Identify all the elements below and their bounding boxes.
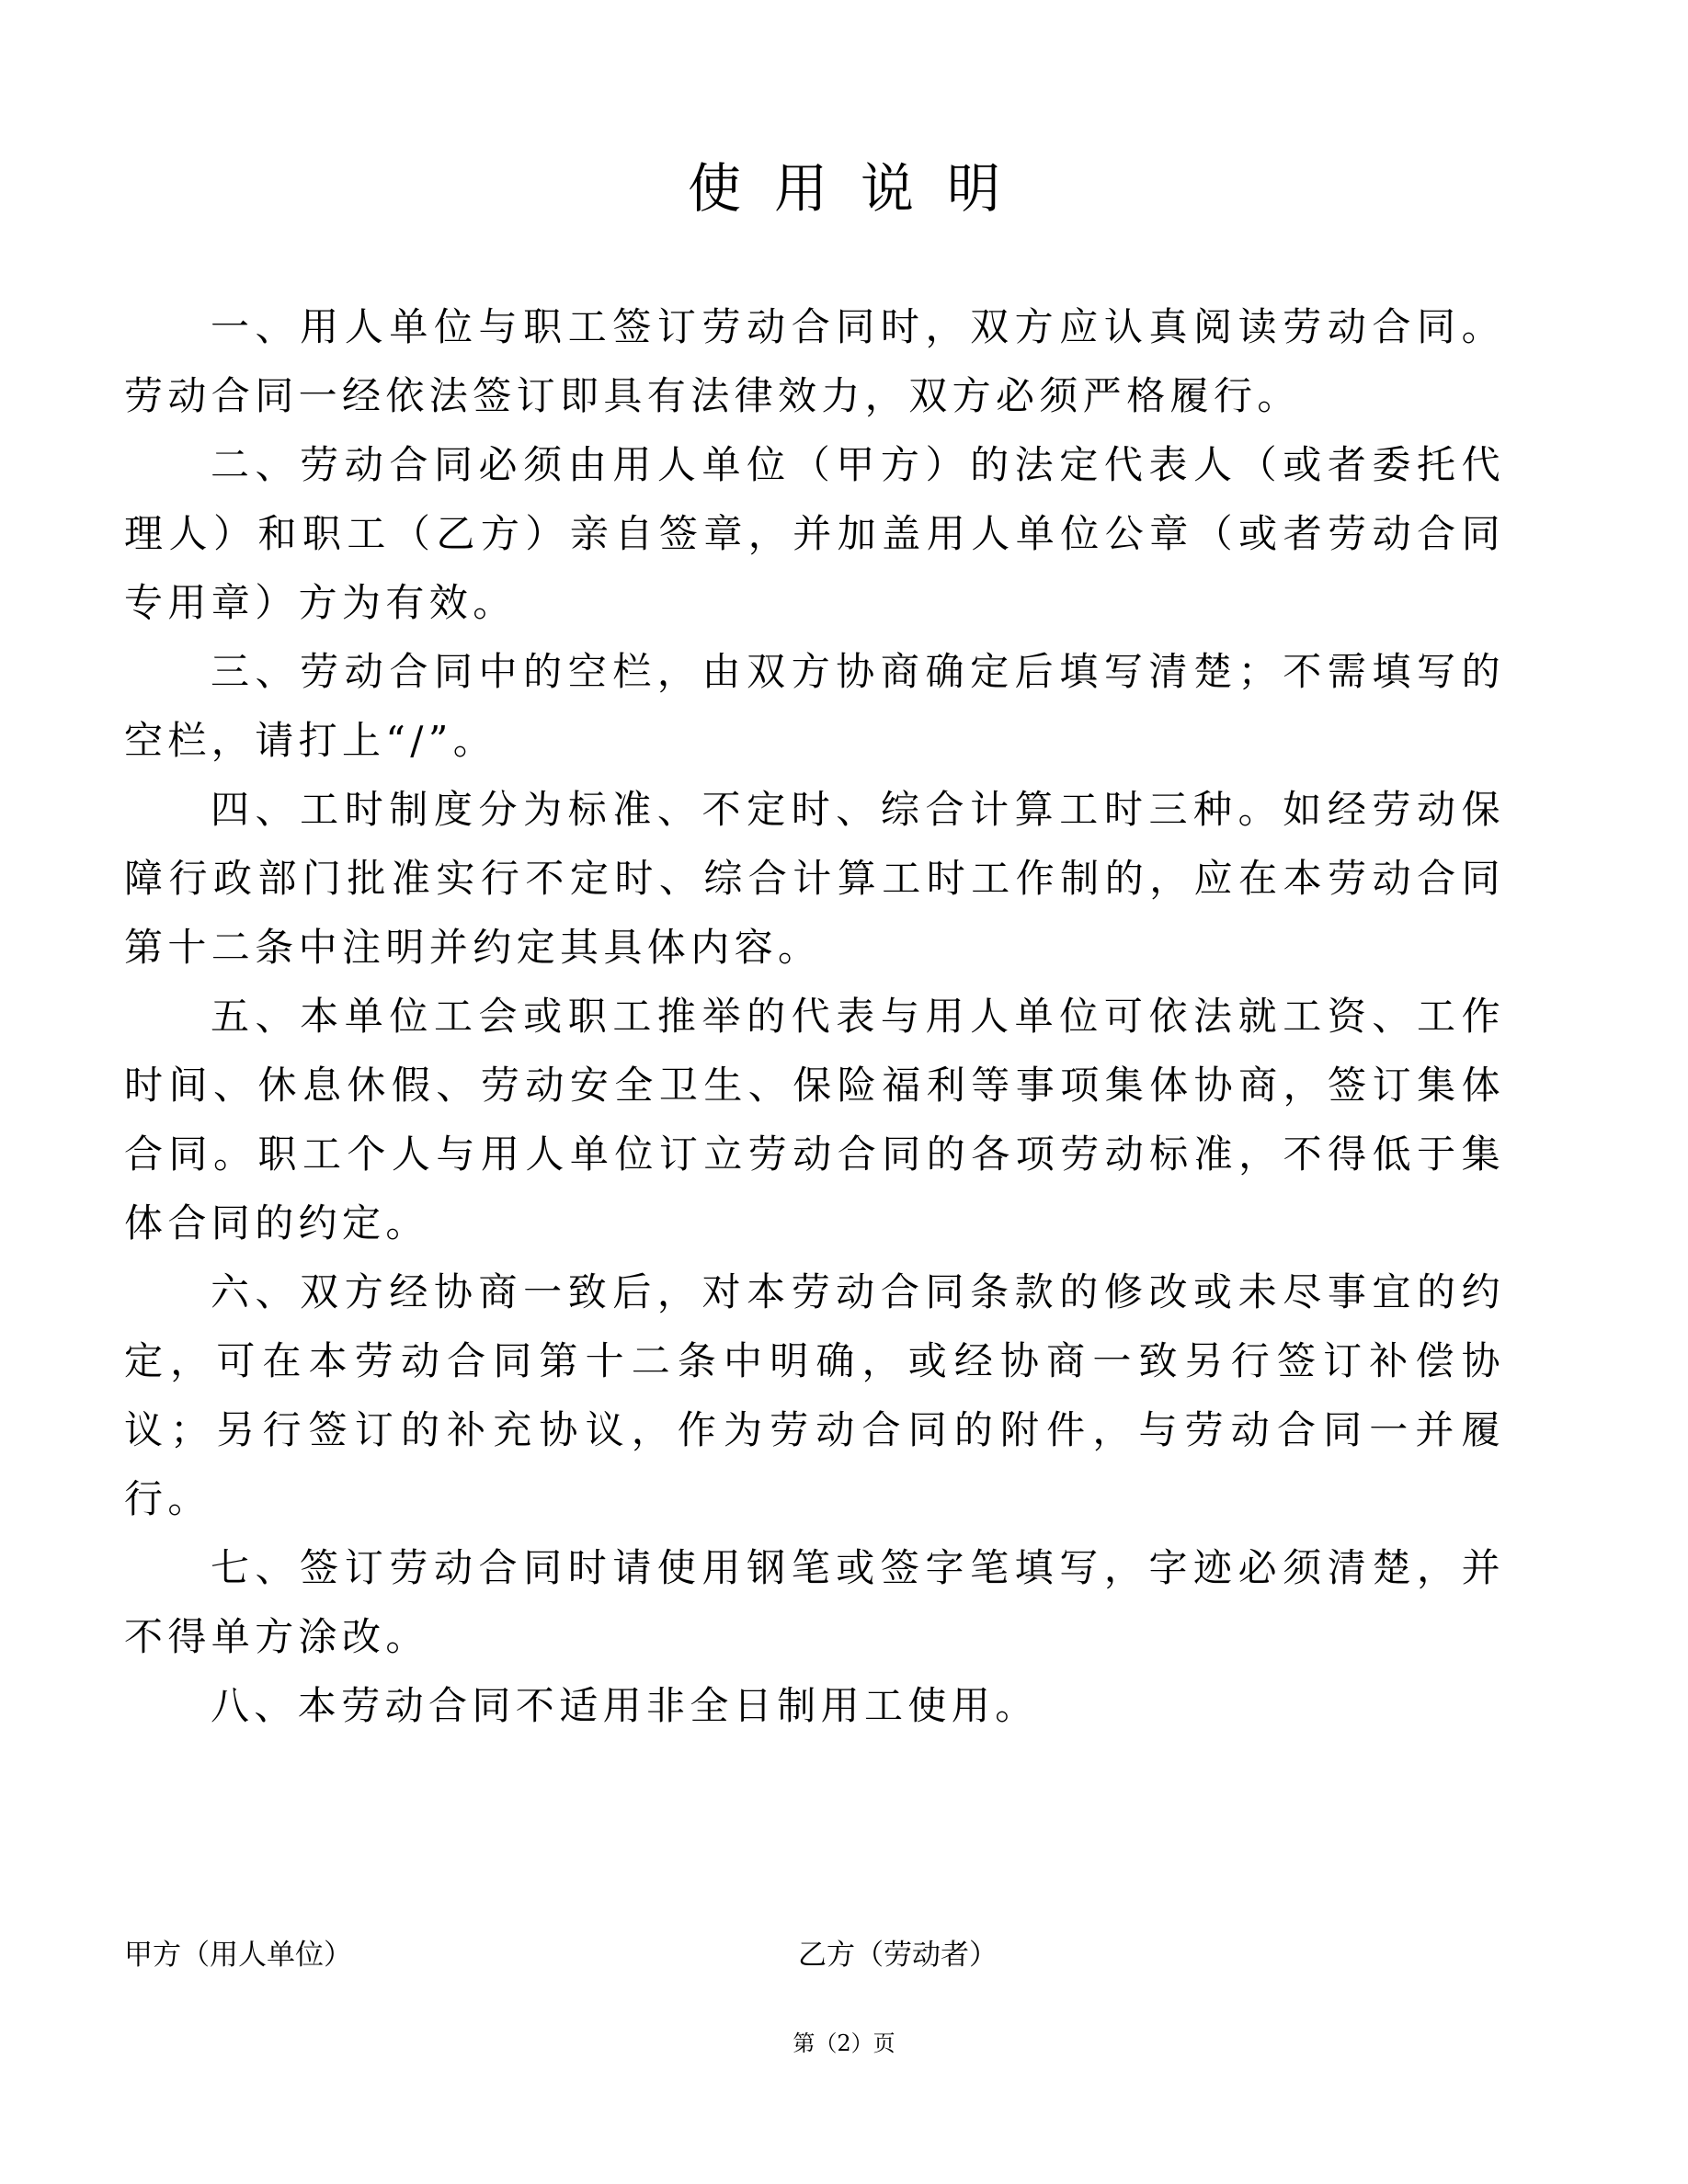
signature-row <box>0 1932 1688 1978</box>
page-title: 使用说明 <box>687 157 1033 220</box>
page-number: 第（2）页 <box>793 2030 895 2056</box>
instruction-paragraph-6: 六、双方经协商一致后，对本劳动合同条款的修改或未尽事宜的约定，可在本劳动合同第十二条中明确，或经协商一致另行签订补偿协议；另行签订的补充协议，作为劳动合同的附件，与劳动合同一并履行。 <box>124 1269 1505 1521</box>
instruction-paragraph-2: 二、劳动合同必须由用人单位（甲方）的法定代表人（或者委托代理人）和职工（乙方）亲自签章，并加盖用人单位公章（或者劳动合同专用章）方为有效。 <box>124 442 1505 625</box>
instruction-paragraph-3: 三、劳动合同中的空栏，由双方协商确定后填写清楚；不需填写的空栏，请打上“/”。 <box>124 649 1505 763</box>
instruction-paragraph-5: 五、本单位工会或职工推举的代表与用人单位可依法就工资、工作时间、休息休假、劳动安全卫生、保险福利等事项集体协商，签订集体合同。职工个人与用人单位订立劳动合同的各项劳动标准，不得低于集体合同的约定。 <box>124 994 1505 1246</box>
party-a-label: 甲方（用人单位） <box>124 1939 352 1972</box>
instruction-paragraph-7: 七、签订劳动合同时请使用钢笔或签字笔填写，字迹必须清楚，并不得单方涂改。 <box>124 1545 1505 1659</box>
instructions-body <box>124 292 1505 1740</box>
instruction-paragraph-8: 八、本劳动合同不适用非全日制用工使用。 <box>211 1683 1039 1728</box>
party-b-label: 乙方（劳动者） <box>798 1939 998 1972</box>
instruction-paragraph-1: 一、用人单位与职工签订劳动合同时，双方应认真阅读劳动合同。劳动合同一经依法签订即具有法律效力，双方必须严格履行。 <box>124 304 1505 418</box>
instruction-paragraph-4: 四、工时制度分为标准、不定时、综合计算工时三种。如经劳动保障行政部门批准实行不定时、综合计算工时工作制的，应在本劳动合同第十二条中注明并约定其具体内容。 <box>124 787 1505 970</box>
